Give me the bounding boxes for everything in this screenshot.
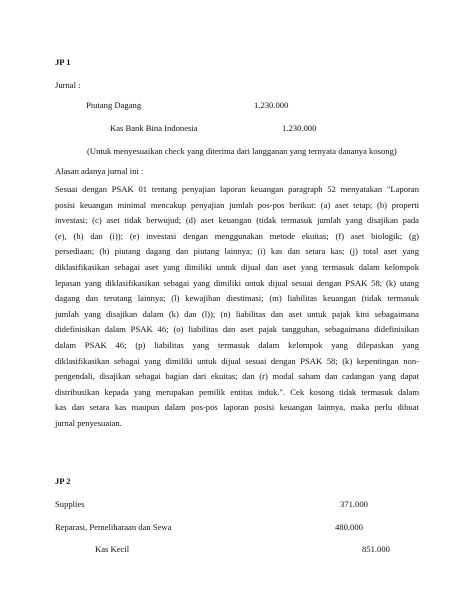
reason-line: diklasifikasikan sebagai yang dimiliki untuk dijual sesuai dengan PSAK 58; (k) kepentingan non- [55,355,419,366]
reason-line: investasi; (c) aset tidak berwujud; (d) aset keuangan (tidak termasuk jumlah yang disajikan pada [55,215,419,226]
journal-note: (Untuk menyesuaikan check yang diterima dari langganan yang ternyata dananya kosong) [87,146,397,156]
debit-amount: 1.230.000 [254,100,289,110]
jp2-amount-kas-kecil: 851.000 [362,544,390,554]
jp2-account-kas-kecil: Kas Kecil [95,544,130,554]
reason-line: pengendali, disajikan sebagai bagian dari ekuitas; dan (r) modal saham dan cadangan yang dapat [55,371,419,382]
jp1-heading: JP 1 [55,57,71,67]
debit-account: Piutang Dagang [86,100,142,110]
jp2-account-supplies: Supplies [55,499,85,509]
reason-line: posisi keuangan minimal mencakup penyajian jumlah pos-pos berikut: (a) aset tetap; (b) properti [55,199,419,210]
reason-line: dagang dan terutang lainnya; (l) kewajiban diestimasi; (m) liabilitas keuangan (tidak termasuk [55,293,419,304]
reason-line: lepasan yang diklasifikasikan sebagai yang dimiliki untuk dijual sesuai dengan PSAK 58; (k) utang [55,277,419,288]
reason-label: Alasan adanya jurnal ini : [55,166,144,176]
reason-line: dalam PSAK 46; (p) liabilitas yang termasuk dalam kelompok yang dilepaskan yang [55,339,419,350]
jp2-amount-reparasi: 480.000 [335,522,363,532]
reason-paragraph [55,182,419,432]
reason-line: didefinisikan dalam PSAK 46; (o) liabilitas dan aset pajak tangguhan, sebagaimana didefinisikan [55,324,419,335]
reason-line: diklasifikasikan sebagai aset yang dimiliki untuk dijual dan aset yang termasuk dalam kelompok [55,261,419,272]
reason-line: jumlah yang disajikan dalam (k) dan (l)); (n) liabilitas dan aset untuk pajak kini sebagaimana [55,308,419,319]
jp2-heading: JP 2 [55,476,71,486]
reason-line: (e), (h) dan (i)); (e) investasi dengan menggunakan metode ekuitas; (f) aset biologik; (g) [55,230,419,241]
reason-line: kas dan setara kas maupun dalam pos-pos laporan posisi keuangan lainnya, maka perlu dibuat [55,402,419,413]
credit-account: Kas Bank Bina Indonesia [110,123,198,133]
reason-line: jurnal penyesuaian. [55,417,122,428]
reason-line: distribusikan kepada yang merupakan pemilik entitas induk.". Cek kosong tidak termasuk dalam [55,386,419,397]
jp2-amount-supplies: 371.000 [340,499,368,509]
reason-line: Sesuai dengan PSAK 01 tentang penyajian laporan keuangan paragraph 52 menyatakan "Laporan [55,184,419,194]
credit-amount: 1.230.000 [282,123,317,133]
reason-line: persediaan; (h) piutang dagang dan piutang lainnya; (i) kas dan setara kas; (j) total aset yang [55,246,419,257]
jurnal-label: Jurnal : [55,80,81,90]
jp2-account-reparasi: Reparasi, Pemeliharaan dan Sewa [55,522,172,532]
